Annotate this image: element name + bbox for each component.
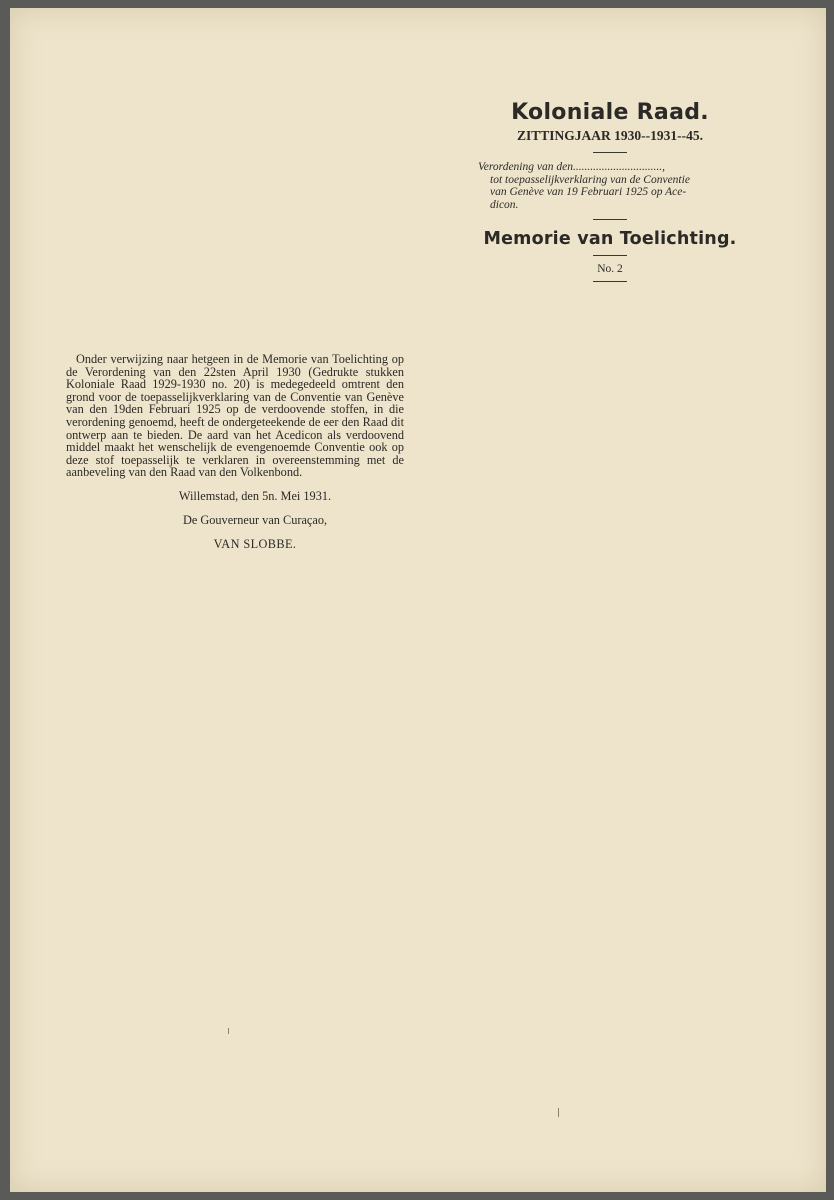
divider xyxy=(593,219,627,220)
place-date: Willemstad, den 5n. Mei 1931. xyxy=(178,488,332,503)
ordinance-line-3: van Genève van 19 Februari 1925 op Ace- xyxy=(490,186,687,198)
body-paragraph: Onder verwijzing naar hetgeen in de Memorie van Toelichting op de Verordening van den 22sten April 1930 (Gedrukte stukken Koloniale Raad 1929-1930 no. 20) is medegedeeld omtrent den grond voor de toepasselijkverklaring van de Conventie van Genève van den 19den Februari 1925 op de verdoovende stoffen, in die verordening genoemd, heeft de ondergeteekende de eer den Raad dit ontwerp aan te bieden. De aard van het Acedicon als verdoovend middel maakt het wenschelijk de evengenoemde Conventie ook op deze stof toepasselijk te verklaren in overeenstemming met de aanbeveling van den Raad van den Volkenbond. xyxy=(66,352,404,480)
paper-speck xyxy=(228,1028,229,1034)
divider xyxy=(593,152,627,153)
ordinance-line-2: tot toepasselijkverklaring van de Conventie xyxy=(490,173,690,186)
ordinance-line-4: dicon. xyxy=(490,198,519,211)
signer-name: VAN SLOBBE. xyxy=(213,536,297,551)
session-year: ZITTINGJAAR 1930--1931--45. xyxy=(516,128,703,143)
paper-speck xyxy=(558,1108,559,1117)
divider xyxy=(593,281,627,282)
ordinance-description xyxy=(474,161,746,211)
document-number: No. 2 xyxy=(597,263,623,275)
divider xyxy=(593,255,627,256)
document-page xyxy=(10,8,826,1192)
signer-title: De Gouverneur van Curaçao, xyxy=(182,512,328,527)
memorandum-title: Memorie van Toelichting. xyxy=(483,229,737,249)
ordinance-line-1: Verordening van den..............................., xyxy=(478,161,665,173)
memorandum-body xyxy=(66,353,404,551)
council-title: Koloniale Raad. xyxy=(511,100,709,125)
document-header xyxy=(470,100,750,287)
